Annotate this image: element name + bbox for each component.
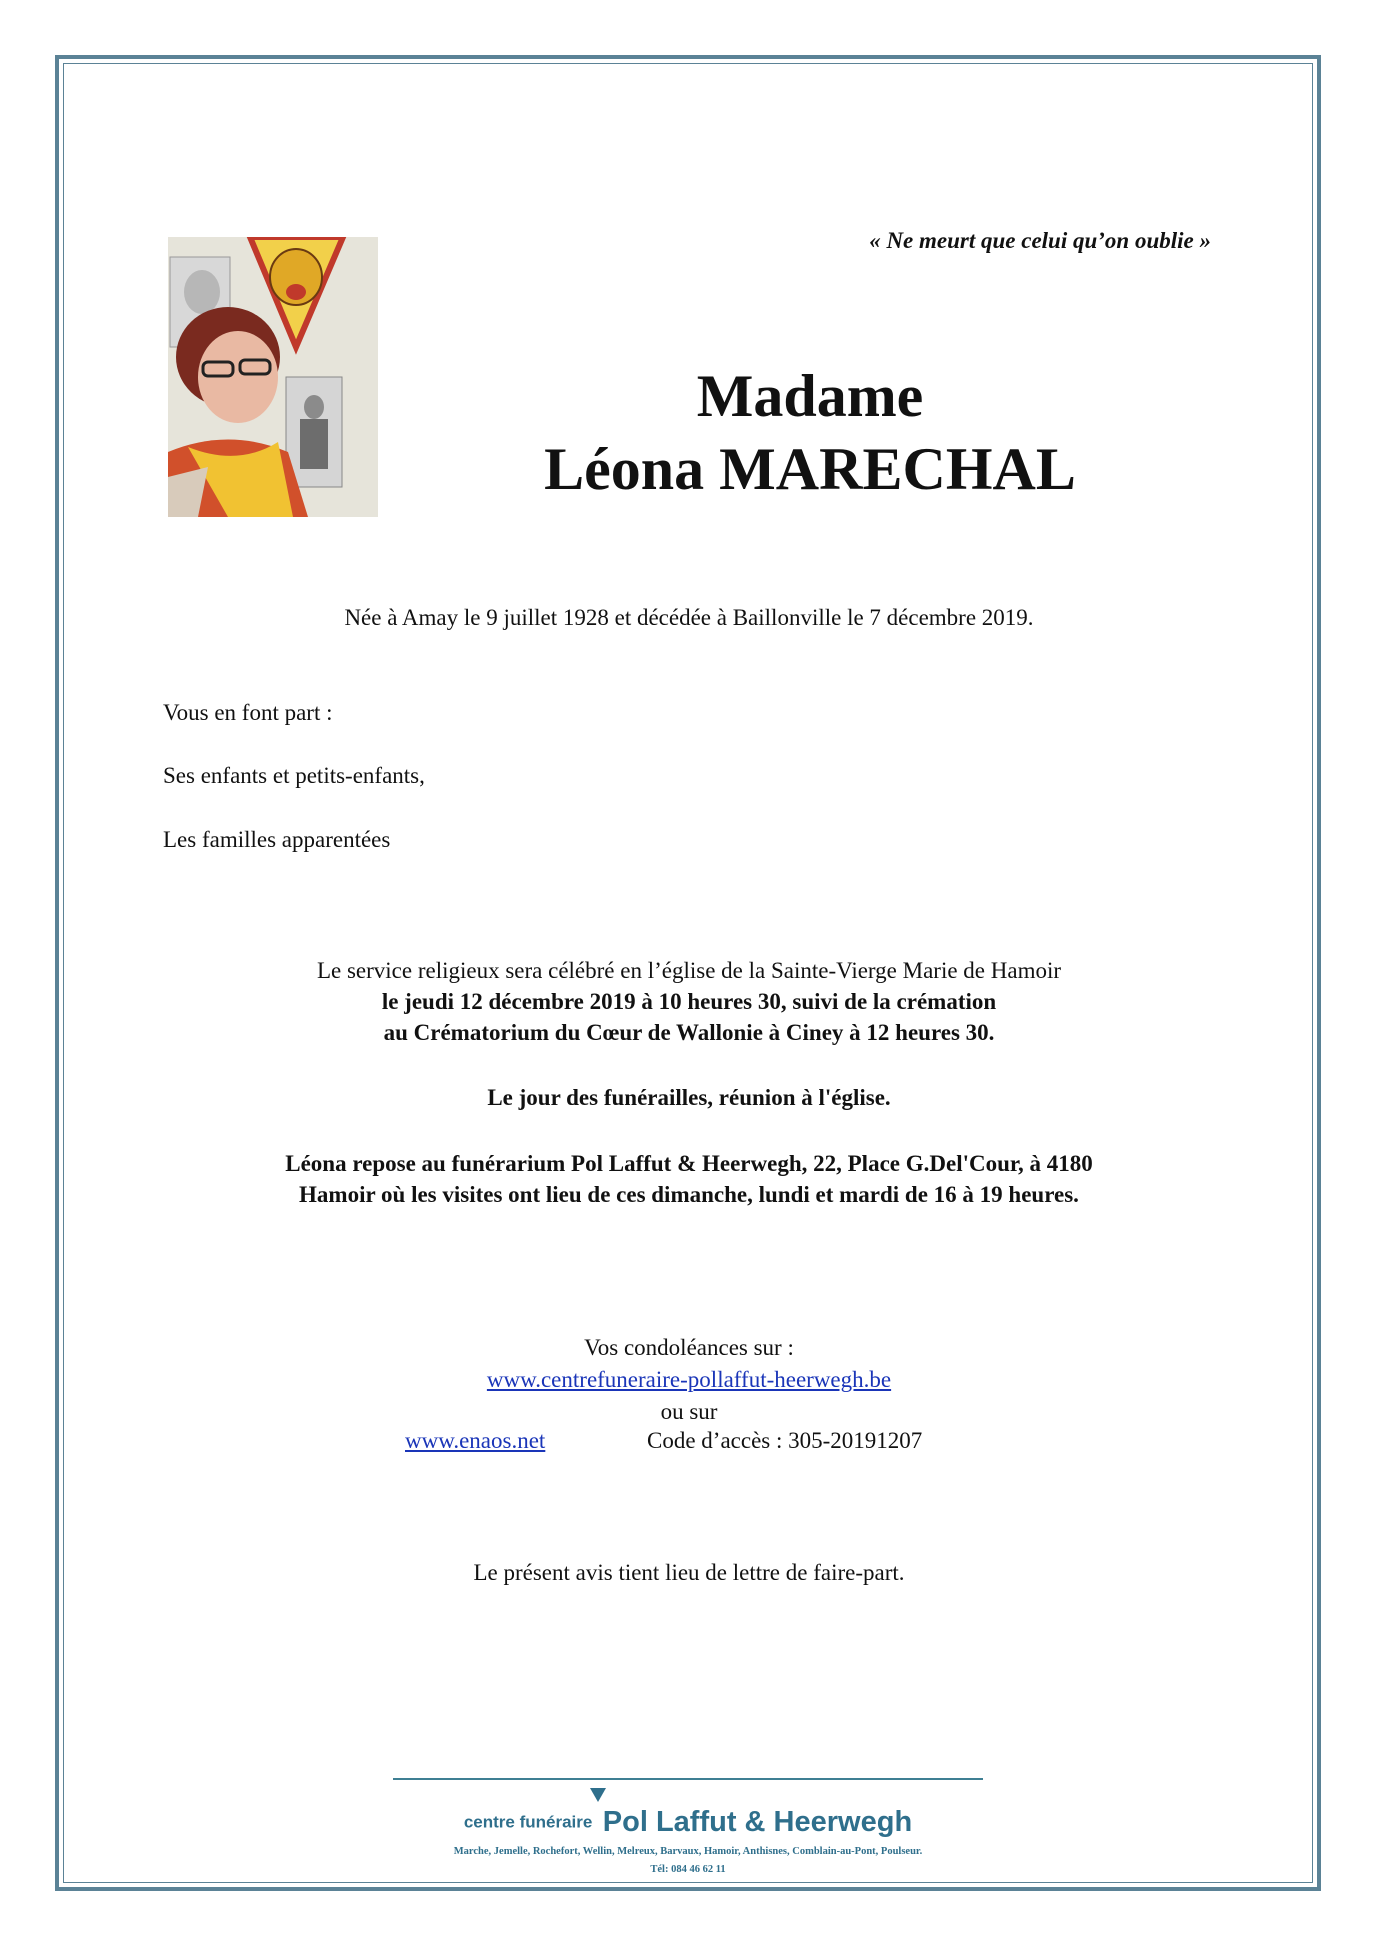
quote: « Ne meurt que celui qu’on oublie » (869, 228, 1211, 253)
meeting-line: Le jour des funérailles, réunion à l'église. (487, 1085, 891, 1110)
visit-line-1: Léona repose au funérarium Pol Laffut & Heerwegh, 22, Place G.Del'Cour, à 4180 (285, 1151, 1093, 1176)
service-line-2: le jeudi 12 décembre 2019 à 10 heures 30, suivi de la crémation (381, 989, 997, 1014)
birth-death-line: Née à Amay le 9 juillet 1928 et décédée à Baillonville le 7 décembre 2019. (344, 605, 1034, 630)
logo-triangle-icon (590, 1788, 606, 1807)
footer-logo (393, 1806, 983, 1839)
portrait-illustration (168, 237, 378, 517)
footer-brand: Pol Laffut & Heerwegh (602, 1806, 913, 1838)
announcers-families: Les familles apparentées (163, 827, 391, 852)
condolences-link-2-row (405, 1428, 545, 1454)
closing-note: Le présent avis tient lieu de lettre de faire-part. (473, 1560, 905, 1585)
portrait-photo (168, 237, 378, 517)
condolences-or: ou sur (660, 1399, 718, 1424)
visit-line-2: Hamoir où les visites ont lieu de ces dimanche, lundi et mardi de 16 à 19 heures. (299, 1182, 1079, 1207)
footer-phone: Tél: 084 46 62 11 (650, 1864, 726, 1875)
footer-locations: Marche, Jemelle, Rochefort, Wellin, Melreux, Barvaux, Hamoir, Anthisnes, Comblain-au-Pont, Poulseur. (453, 1846, 923, 1857)
footer-divider (393, 1778, 983, 1780)
title-salutation: Madame (696, 363, 924, 429)
title-name: Léona MARECHAL (544, 436, 1076, 502)
announcers-intro: Vous en font part : (163, 700, 333, 725)
announcers-children: Ses enfants et petits-enfants, (163, 763, 425, 788)
service-line-1: Le service religieux sera célébré en l’église de la Sainte-Vierge Marie de Hamoir (316, 958, 1062, 983)
condolences-intro: Vos condoléances sur : (584, 1335, 794, 1360)
service-line-3: au Crématorium du Cœur de Wallonie à Ciney à 12 heures 30. (383, 1020, 995, 1045)
footer-label: centre funéraire (463, 1812, 593, 1832)
condolences-link-primary[interactable]: www.centrefuneraire-pollaffut-heerwegh.be (486, 1367, 892, 1392)
condolences-link-enaos[interactable]: www.enaos.net (405, 1428, 546, 1453)
access-code: Code d’accès : 305-20191207 (647, 1428, 923, 1453)
condolences-link-1-row (160, 1364, 1218, 1395)
